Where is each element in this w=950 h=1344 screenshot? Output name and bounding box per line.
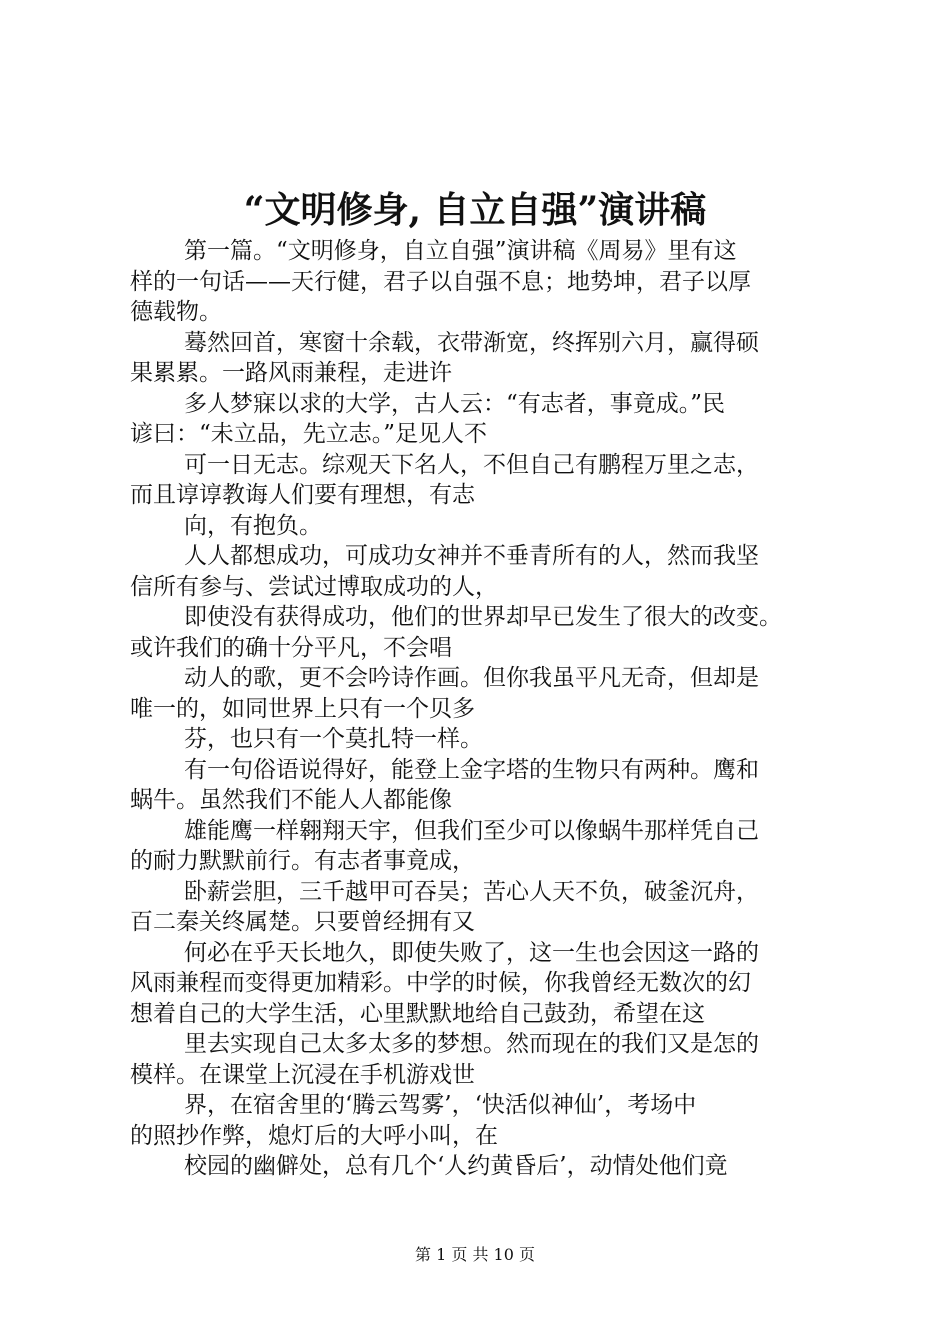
text-line: 的照抄作弊，熄灯后的大呼小叫，在 (130, 1122, 498, 1149)
text-line: 而且谆谆教诲人们要有理想，有志 (130, 482, 475, 508)
text-line: 唯一的，如同世界上只有一个贝多 (130, 695, 475, 722)
text-line: 界，在宿舍里的‘腾云驾雾’，‘快活似神仙’，考场中 (184, 1092, 697, 1118)
text-line: 样的一句话——天行健，君子以自强不息；地势坤，君子以厚 (130, 268, 751, 295)
text-line: 风雨兼程而变得更加精彩。中学的时候，你我曾经无数次的幻 (130, 970, 751, 996)
text-line: 何必在乎天长地久，即使失败了，这一生也会因这一路的 (184, 939, 759, 966)
text-line: 或许我们的确十分平凡，不会唱 (130, 634, 452, 661)
document-body (130, 236, 850, 1182)
text-line: 谚曰：“未立品，先立志。”足见人不 (130, 421, 488, 447)
text-line: 雄能鹰一样翱翔天宇，但我们至少可以像蜗牛那样凭自己 (184, 817, 759, 844)
text-line: 想着自己的大学生活，心里默默地给自己鼓劲，希望在这 (130, 1000, 705, 1027)
text-line: 的耐力默默前行。有志者事竟成， (130, 848, 475, 874)
text-line: 多人梦寐以求的大学，古人云：“有志者，事竟成。”民 (184, 390, 726, 417)
text-line: 动人的歌，更不会吟诗作画。但你我虽平凡无奇，但却是 (184, 665, 759, 691)
text-line: 有一句俗语说得好，能登上金字塔的生物只有两种。鹰和 (184, 756, 759, 783)
text-line: 人人都想成功，可成功女神并不垂青所有的人，然而我坚 (184, 543, 759, 569)
text-line: 第一篇。“文明修身，自立自强”演讲稿《周易》里有这 (184, 238, 737, 264)
text-line: 校园的幽僻处，总有几个‘人约黄昏后’，动情处他们竟 (184, 1153, 728, 1179)
text-line: 蓦然回首，寒窗十余载，衣带渐宽，终挥别六月，赢得硕 (184, 329, 759, 356)
text-line: 百二秦关终属楚。只要曾经拥有又 (130, 909, 475, 935)
text-line: 德载物。 (130, 299, 222, 325)
text-line: 里去实现自己太多太多的梦想。然而现在的我们又是怎的 (184, 1031, 759, 1057)
text-line: 蜗牛。虽然我们不能人人都能像 (130, 787, 452, 813)
page-footer: 第 1 页 共 10 页 (415, 1245, 535, 1264)
text-line: 信所有参与、尝试过博取成功的人， (130, 573, 498, 600)
text-line: 芬，也只有一个莫扎特一样。 (184, 726, 483, 752)
text-line: 果累累。一路风雨兼程，走进许 (130, 360, 452, 386)
text-line: 向，有抱负。 (184, 512, 322, 539)
document-title: “文明修身, 自立自强”演讲稿 (243, 189, 707, 231)
text-line: 即使没有获得成功，他们的世界却早已发生了很大的改变。 (184, 604, 782, 630)
text-line: 可一日无志。综观天下名人，不但自己有鹏程万里之志， (184, 451, 759, 478)
text-line: 卧薪尝胆，三千越甲可吞吴；苦心人天不负，破釜沉舟， (184, 878, 759, 905)
text-line: 模样。在课堂上沉浸在手机游戏世 (130, 1061, 475, 1088)
